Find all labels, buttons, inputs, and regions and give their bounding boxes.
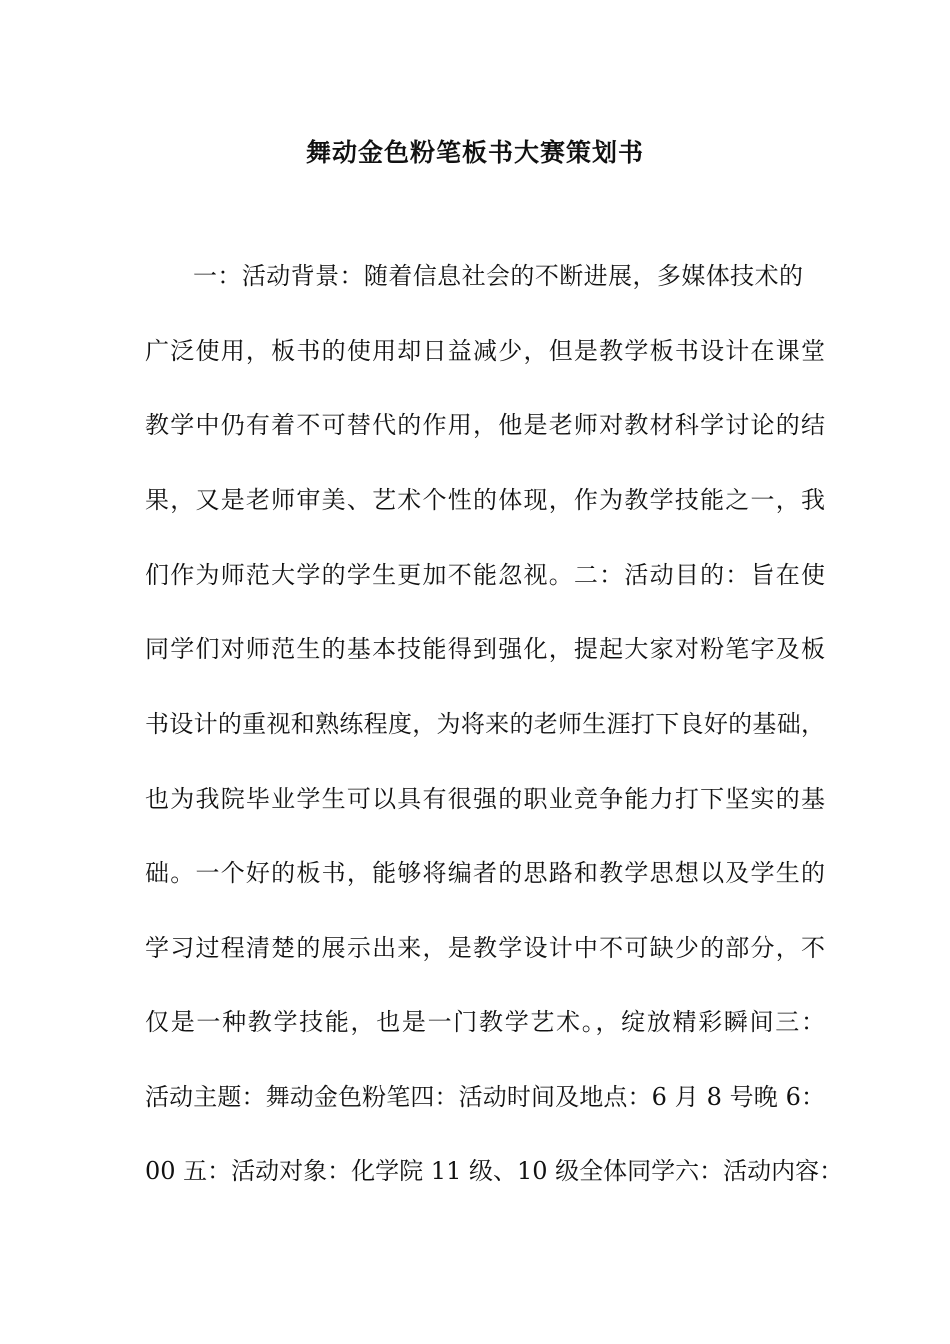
paragraph-line: 书设计的重视和熟练程度，为将来的老师生涯打下良好的基础，: [145, 710, 825, 738]
paragraph-line: 广泛使用，板书的使用却日益减少，但是教学板书设计在课堂: [145, 337, 825, 365]
paragraph-line: 教学中仍有着不可替代的作用，他是老师对教材科学讨论的结: [145, 411, 825, 439]
paragraph-line: 也为我院毕业学生可以具有很强的职业竞争能力打下坚实的基: [145, 785, 825, 813]
paragraph-line: 00 五：活动对象：化学院 11 级、10 级全体同学六：活动内容：: [145, 1157, 844, 1185]
paragraph-line: 活动主题：舞动金色粉笔四：活动时间及地点：6 月 8 号晚 6：: [145, 1083, 825, 1111]
paragraph-line: 仅是一种教学技能，也是一门教学艺术。，绽放精彩瞬间三：: [145, 1008, 825, 1036]
paragraph-line: 学习过程清楚的展示出来，是教学设计中不可缺少的部分，不: [145, 934, 825, 962]
paragraph-line: 同学们对师范生的基本技能得到强化，提起大家对粉笔字及板: [145, 635, 825, 663]
document-title: 舞动金色粉笔板书大赛策划书: [305, 138, 644, 167]
paragraph-line: 础。一个好的板书，能够将编者的思路和教学思想以及学生的: [145, 859, 825, 887]
paragraph-line: 一：活动背景：随着信息社会的不断进展，多媒体技术的: [193, 262, 803, 290]
paragraph-line: 果，又是老师审美、艺术个性的体现，作为教学技能之一，我: [145, 486, 825, 514]
paragraph-line: 们作为师范大学的学生更加不能忽视。二：活动目的：旨在使: [145, 561, 825, 589]
